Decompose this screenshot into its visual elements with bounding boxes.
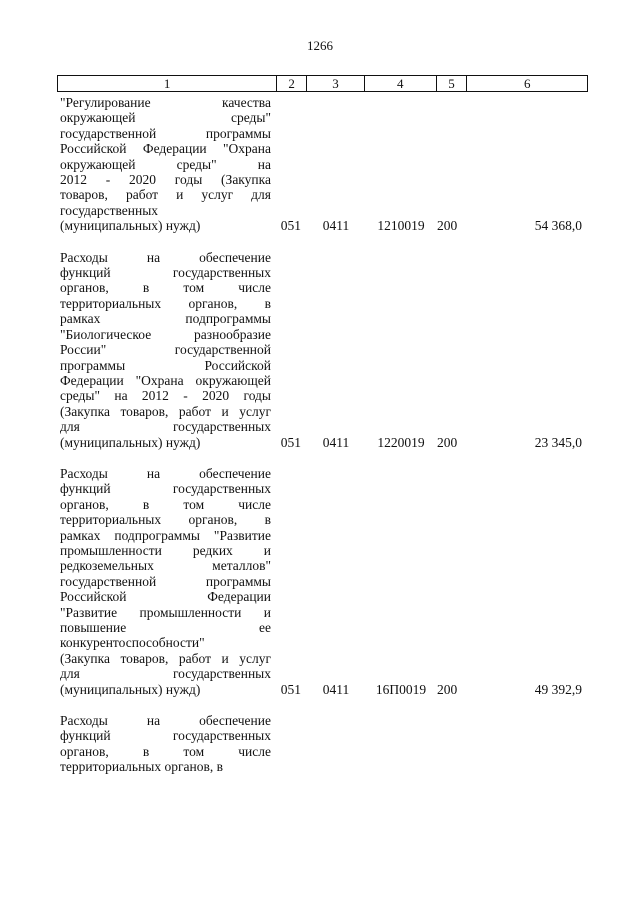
- description-line: органов, в том числе: [60, 743, 271, 759]
- table-header: [57, 75, 588, 92]
- amount-cell: 49 392,9: [534, 681, 582, 697]
- description-line: (Закупка товаров, работ и услуг: [60, 650, 271, 666]
- amount-cell: 23 345,0: [534, 434, 582, 450]
- header-col-5: 5: [437, 76, 468, 91]
- page-number: 1266: [307, 38, 333, 53]
- description-line: рамках подпрограммы "Развитие: [60, 527, 271, 543]
- description-line: для государственных: [60, 666, 271, 682]
- description-line: (муниципальных) нужд): [60, 218, 201, 234]
- description-line: (Закупка товаров, работ и услуг: [60, 403, 271, 419]
- code-type-cell: 200: [437, 218, 458, 234]
- code-admin-cell: 051: [280, 434, 301, 450]
- code-target-cell: 1210019: [377, 218, 425, 234]
- description-line: Российской Федерации: [60, 589, 271, 605]
- description-line: органов, в том числе: [60, 280, 271, 296]
- description-line: программы Российской: [60, 357, 271, 373]
- description-line: редкоземельных металлов": [60, 558, 271, 574]
- description-line: Расходы на обеспечение: [60, 249, 271, 265]
- description-line: "Биологическое разнообразие: [60, 326, 271, 342]
- header-col-2: 2: [277, 76, 307, 91]
- code-section-cell: 0411: [322, 434, 350, 450]
- table-row: [57, 95, 588, 234]
- header-col-4: 4: [365, 76, 437, 91]
- description-line: Расходы на обеспечение: [60, 465, 271, 481]
- description-line: рамках подпрограммы: [60, 311, 271, 327]
- description-line: повышение ее: [60, 620, 271, 635]
- table-row: [57, 713, 588, 775]
- description-line: функций государственных: [60, 728, 271, 744]
- table-body: [57, 95, 588, 791]
- code-type-cell: 200: [437, 681, 458, 697]
- description-line: (муниципальных) нужд): [60, 434, 201, 450]
- header-col-3: 3: [307, 76, 365, 91]
- header-col-1: 1: [58, 76, 277, 91]
- description-line: функций государственных: [60, 481, 271, 497]
- description-line: "Регулирование качества: [60, 95, 271, 110]
- description-line: функций государственных: [60, 265, 271, 281]
- description-line: окружающей среды": [60, 110, 271, 126]
- description-line: промышленности редких и: [60, 542, 271, 558]
- code-admin-cell: 051: [280, 681, 301, 697]
- description-line: Федерации "Охрана окружающей: [60, 372, 271, 388]
- code-target-cell: 16П0019: [375, 681, 427, 697]
- description-line: товаров, работ и услуг для: [60, 187, 271, 203]
- code-section-cell: 0411: [322, 218, 350, 234]
- description-line: государственной программы: [60, 125, 271, 141]
- description-line: конкурентоспособности": [60, 635, 205, 651]
- header-col-6: 6: [523, 76, 531, 91]
- amount-cell: 54 368,0: [534, 218, 582, 234]
- description-line: органов, в том числе: [60, 496, 271, 512]
- row-description: [57, 95, 271, 234]
- table-row: [57, 466, 588, 697]
- description-line: территориальных органов, в: [60, 295, 271, 311]
- table-row: [57, 250, 588, 450]
- code-admin-cell: 051: [280, 218, 301, 234]
- code-target-cell: 1220019: [377, 434, 425, 450]
- description-line: территориальных органов, в: [60, 512, 271, 528]
- description-line: территориальных органов, в: [60, 759, 223, 775]
- description-line: Расходы на обеспечение: [60, 713, 271, 729]
- description-line: (муниципальных) нужд): [60, 681, 201, 697]
- description-line: окружающей среды" на: [60, 156, 271, 172]
- code-section-cell: 0411: [322, 681, 350, 697]
- description-line: государственной программы: [60, 573, 271, 589]
- description-line: для государственных: [60, 419, 271, 435]
- description-line: Российской Федерации "Охрана: [60, 141, 271, 157]
- description-line: государственных: [60, 202, 159, 218]
- row-description: [57, 250, 271, 450]
- description-line: "Развитие промышленности и: [60, 604, 271, 620]
- code-type-cell: 200: [437, 434, 458, 450]
- description-line: России" государственной: [60, 342, 271, 358]
- row-description: [57, 713, 271, 775]
- row-description: [57, 466, 271, 697]
- description-line: 2012 - 2020 годы (Закупка: [60, 172, 271, 188]
- description-line: среды" на 2012 - 2020 годы: [60, 388, 271, 404]
